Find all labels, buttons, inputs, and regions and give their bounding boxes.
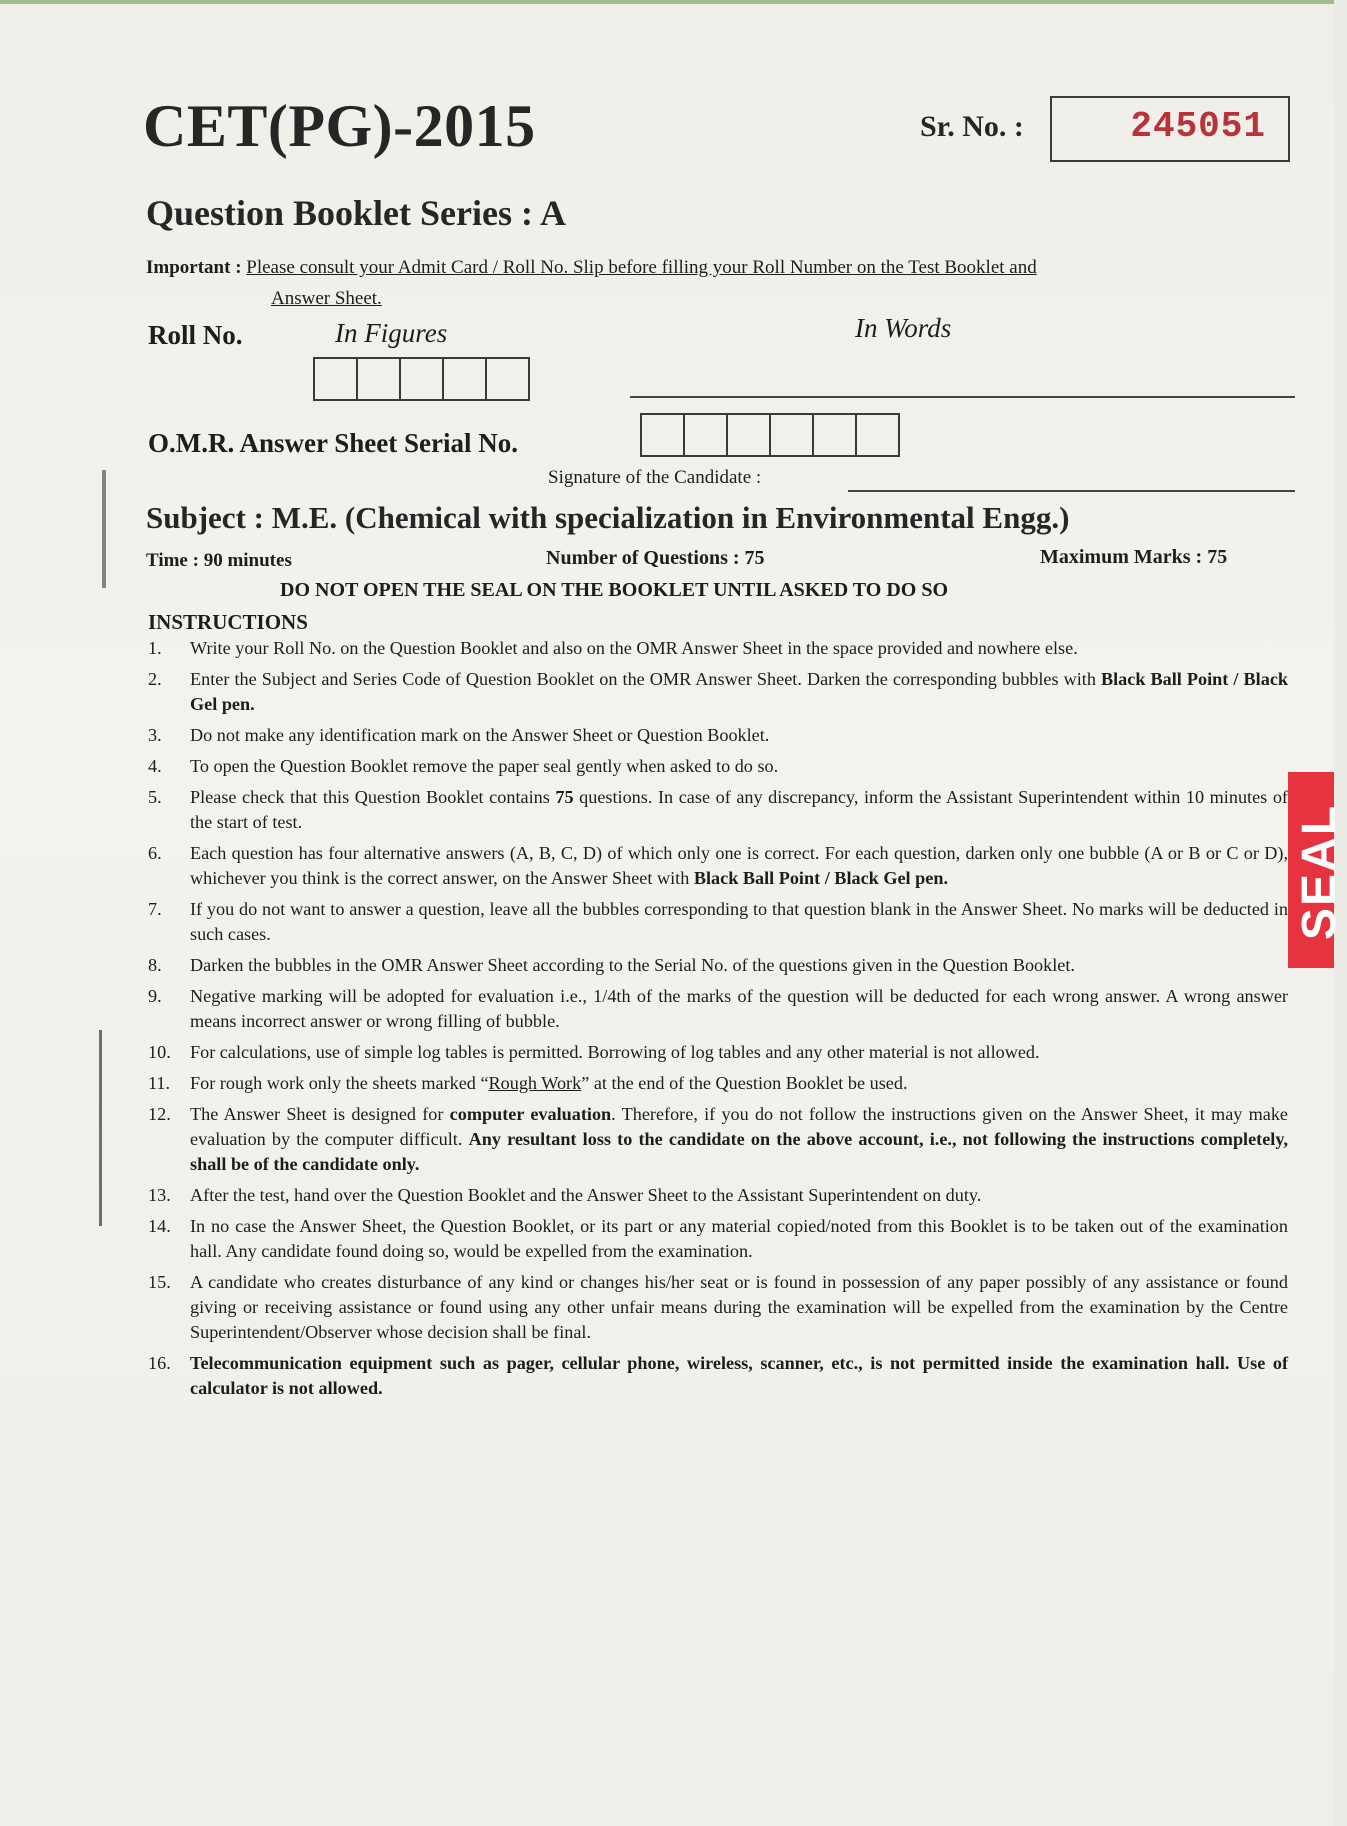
instruction-number: 7. — [148, 899, 162, 919]
instruction-number: 11. — [148, 1073, 171, 1093]
instruction-item — [148, 754, 1288, 779]
booklet-series: Question Booklet Series : A — [146, 193, 566, 233]
important-label: Important : — [146, 257, 242, 278]
instruction-bold-text: 75 — [555, 787, 574, 807]
roll-number-label: Roll No. — [148, 320, 243, 350]
instruction-number: 15. — [148, 1272, 171, 1292]
instruction-number: 2. — [148, 669, 162, 689]
instruction-item — [148, 667, 1288, 717]
instruction-text: To open the Question Booklet remove the paper seal gently when asked to do so. — [190, 756, 779, 776]
top-edge-line — [0, 0, 1334, 4]
signature-line[interactable] — [848, 490, 1295, 492]
roll-digit-box[interactable] — [313, 357, 358, 401]
instruction-text: ” at the end of the Question Booklet be used. — [581, 1073, 908, 1093]
instruction-bold-text: computer evaluation — [449, 1104, 612, 1124]
important-text: Please consult your Admit Card / Roll No. Slip before filling your Roll Number on the Test Booklet and — [246, 257, 1037, 278]
instruction-bold-text: Any resultant loss to the candidate on the above account, i.e., not following the instructions completely, shall be of the candidate only. — [190, 1129, 1288, 1174]
instruction-number: 12. — [148, 1104, 171, 1124]
omr-digit-box[interactable] — [855, 413, 900, 457]
instruction-text: For rough work only the sheets marked “ — [190, 1073, 489, 1093]
instruction-number: 1. — [148, 638, 162, 658]
omr-digit-box[interactable] — [769, 413, 814, 457]
paper-seal[interactable] — [1288, 772, 1346, 968]
instruction-text: Write your Roll No. on the Question Booklet and also on the OMR Answer Sheet in the space provided and nowhere else. — [190, 638, 1078, 658]
instruction-item — [148, 636, 1288, 661]
instruction-text: The Answer Sheet is designed for — [190, 1104, 450, 1124]
instruction-text: Enter the Subject and Series Code of Question Booklet on the OMR Answer Sheet. Darken the corresponding bubbles with — [190, 669, 1101, 689]
instruction-item — [148, 1071, 1288, 1096]
instructions-list — [148, 630, 1288, 1401]
instruction-text: In no case the Answer Sheet, the Question Booklet, or its part or any material copied/noted from this Booklet is to be taken out of the examination hall. Any candidate found doing so, would be expelled from the examination. — [190, 1216, 1288, 1261]
instruction-item — [148, 785, 1288, 835]
instruction-item — [148, 953, 1288, 978]
instruction-item — [148, 1183, 1288, 1208]
important-note — [146, 252, 1296, 314]
instruction-item — [148, 841, 1288, 891]
instruction-text: Please check that this Question Booklet contains — [190, 787, 556, 807]
question-count: Number of Questions : 75 — [546, 547, 765, 569]
omr-digit-box[interactable] — [640, 413, 685, 457]
roll-digit-box[interactable] — [356, 357, 401, 401]
roll-digit-box[interactable] — [442, 357, 487, 401]
roll-in-words-line[interactable] — [630, 396, 1295, 398]
instruction-number: 3. — [148, 725, 162, 745]
instruction-bold-text: Black Ball Point / Black Gel pen. — [693, 868, 948, 888]
roll-number-boxes[interactable] — [315, 357, 530, 401]
instruction-text: If you do not want to answer a question, leave all the bubbles corresponding to that question blank in the Answer Sheet. No marks will be deducted in such cases. — [190, 899, 1288, 944]
roll-digit-box[interactable] — [399, 357, 444, 401]
rough-work-text: Rough Work — [488, 1073, 582, 1093]
serial-number-box — [1050, 96, 1290, 162]
instruction-item — [148, 1214, 1288, 1264]
margin-pen-mark — [102, 470, 106, 588]
instruction-text: For calculations, use of simple log tables is permitted. Borrowing of log tables and any other material is not allowed. — [190, 1042, 1040, 1062]
subject-heading: Subject : M.E. (Chemical with specialization in Environmental Engg.) — [146, 500, 1070, 535]
exam-title: CET(PG)-2015 — [143, 93, 536, 159]
omr-digit-box[interactable] — [812, 413, 857, 457]
instruction-number: 14. — [148, 1216, 171, 1236]
maximum-marks: Maximum Marks : 75 — [1040, 546, 1228, 568]
instruction-item — [148, 1102, 1288, 1177]
signature-label: Signature of the Candidate : — [548, 467, 762, 488]
instruction-number: 13. — [148, 1185, 171, 1205]
instruction-number: 16. — [148, 1353, 171, 1373]
instruction-item — [148, 984, 1288, 1034]
instruction-text: A candidate who creates disturbance of any kind or changes his/her seat or is found in possession of any paper possibly of any assistance or found giving or receiving assistance or found using any other unfair means during the examination will be expelled from the examination by the Centre Superintendent/Observer whose decision shall be final. — [190, 1272, 1288, 1342]
instruction-text: Each question has four alternative answers (A, B, C, D) of which only one is correct. For each question, darken only one bubble (A or B or C or D), whichever you think is the correct answer, on the Answer Sheet with — [190, 843, 1288, 888]
instruction-item — [148, 1270, 1288, 1345]
instruction-number: 8. — [148, 955, 162, 975]
instruction-number: 6. — [148, 843, 162, 863]
serial-label: Sr. No. : — [920, 110, 1024, 143]
seal-label: SEAL — [1293, 803, 1346, 940]
omr-serial-boxes[interactable] — [642, 413, 900, 457]
seal-warning: DO NOT OPEN THE SEAL ON THE BOOKLET UNTIL ASKED TO DO SO — [280, 579, 948, 601]
omr-digit-box[interactable] — [726, 413, 771, 457]
instruction-item — [148, 1040, 1288, 1065]
instruction-text: Do not make any identification mark on the Answer Sheet or Question Booklet. — [190, 725, 770, 745]
instruction-item — [148, 1351, 1288, 1401]
instruction-text: Negative marking will be adopted for evaluation i.e., 1/4th of the marks of the question will be deducted for each wrong answer. A wrong answer means incorrect answer or wrong filling of bubble. — [190, 986, 1288, 1031]
instruction-bold-text: Telecommunication equipment such as pager, cellular phone, wireless, scanner, etc., is not permitted inside the examination hall. Use of calculator is not allowed. — [190, 1353, 1288, 1398]
important-text-continued: Answer Sheet. — [271, 288, 382, 309]
serial-number: 245051 — [1130, 106, 1266, 147]
instruction-text: Darken the bubbles in the OMR Answer Sheet according to the Serial No. of the questions given in the Question Booklet. — [190, 955, 1075, 975]
margin-pen-mark — [99, 1030, 102, 1226]
instruction-number: 10. — [148, 1042, 171, 1062]
instruction-item — [148, 897, 1288, 947]
instruction-number: 5. — [148, 787, 162, 807]
in-words-label: In Words — [855, 313, 952, 343]
instruction-item — [148, 723, 1288, 748]
instructions-heading: INSTRUCTIONS — [148, 610, 308, 634]
omr-digit-box[interactable] — [683, 413, 728, 457]
instruction-text: After the test, hand over the Question Booklet and the Answer Sheet to the Assistant Superintendent on duty. — [190, 1185, 982, 1205]
instruction-text: . Therefore, if you do not follow the instructions given on the Answer Sheet, it may make evaluation by the computer difficult. — [190, 1104, 1288, 1149]
roll-digit-box[interactable] — [485, 357, 530, 401]
in-figures-label: In Figures — [335, 318, 448, 348]
instruction-number: 4. — [148, 756, 162, 776]
instruction-text: questions. In case of any discrepancy, inform the Assistant Superintendent within 10 minutes of the start of test. — [190, 787, 1288, 832]
instruction-bold-text: Black Ball Point / Black Gel pen. — [190, 669, 1289, 714]
instruction-number: 9. — [148, 986, 162, 1006]
time-info: Time : 90 minutes — [146, 550, 292, 571]
omr-serial-label: O.M.R. Answer Sheet Serial No. — [148, 428, 518, 458]
